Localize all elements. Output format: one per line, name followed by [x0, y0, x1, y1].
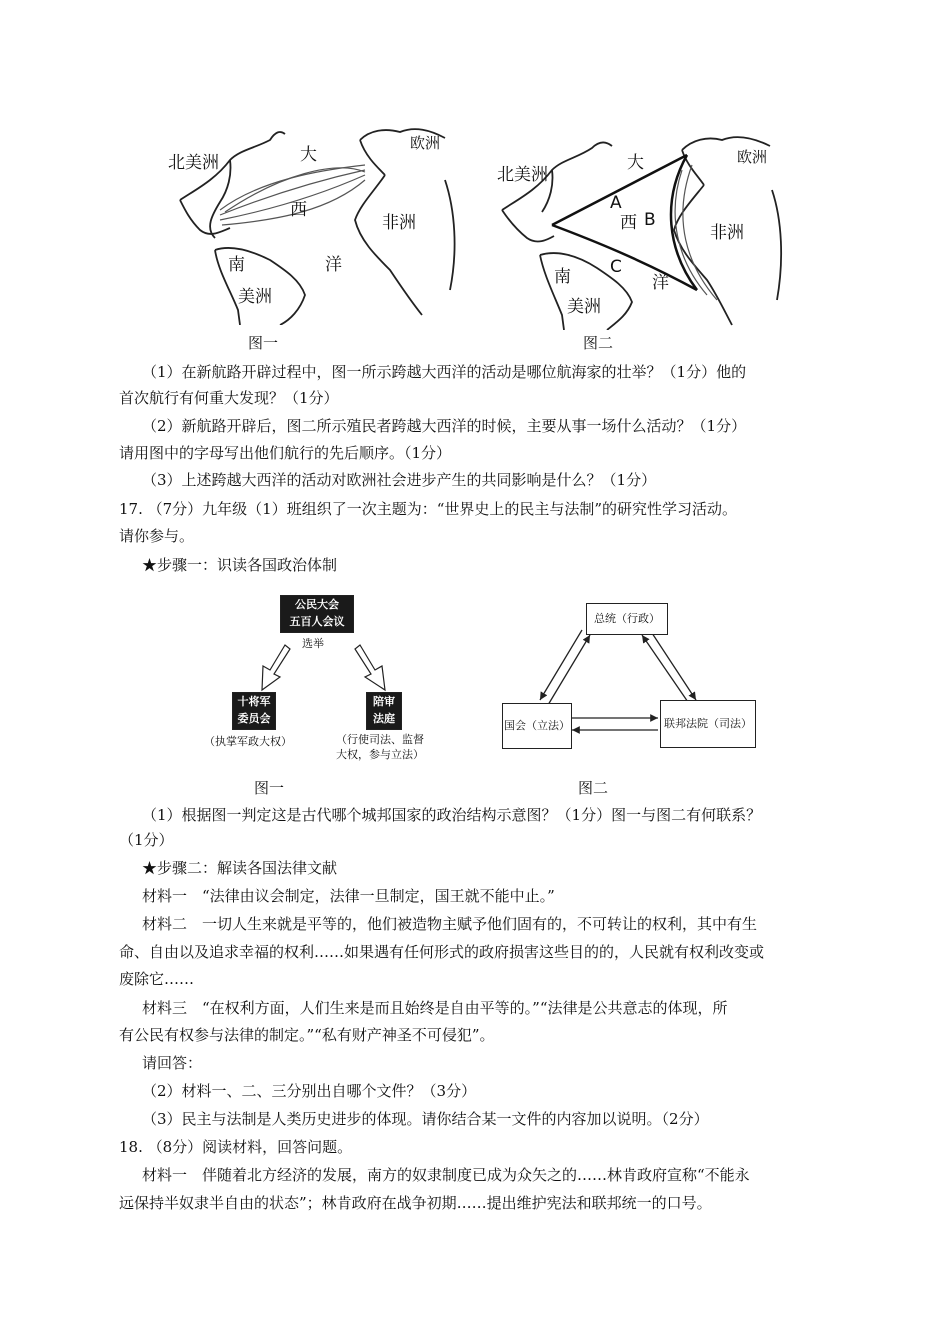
q17-material2-line3: 废除它…… — [119, 970, 195, 988]
q17-ask: 请回答： — [142, 1054, 203, 1072]
diagram2-court-box: 联邦法院（司法） — [660, 700, 756, 748]
map-caption-2: 图二 — [583, 334, 614, 352]
diagram1-court-note — [336, 732, 424, 762]
diagram1-court-note-line2: 大权，参与立法） — [336, 748, 424, 761]
q17-step1: ★步骤一：识读各国政治体制 — [142, 556, 338, 574]
diagram1-court-note-line1: （行使司法、监督 — [336, 733, 424, 746]
q18-material1-line1: 材料一 伴随着北方经济的发展，南方的奴隶制度已成为众矢之的……林肯政府宣称“不能永 — [142, 1166, 750, 1184]
q16-part3: （3）上述跨越大西洋的活动对欧洲社会进步产生的共同影响是什么？（1分） — [142, 471, 657, 489]
caribbean-coast — [502, 210, 554, 242]
q17-question3: （3）民主与法制是人类历史进步的体现。请你结合某一文件的内容加以说明。（2分） — [142, 1110, 709, 1128]
q17-question1-line2: （1分） — [119, 831, 174, 849]
map-figure-2 — [492, 130, 792, 330]
label-route-b: B — [644, 210, 656, 230]
label-south: 南 — [554, 267, 571, 287]
label-africa: 非洲 — [710, 223, 744, 243]
q17-material2-line2: 命、自由以及追求幸福的权利……如果遇有任何形式的政府损害这些目的的，人民就有权利改变或 — [119, 943, 765, 961]
q17-material3-line1: 材料三 “在权利方面，人们生来是而且始终是自由平等的。”“法律是公共意志的体现，所 — [142, 999, 728, 1017]
label-da: 大 — [627, 153, 644, 173]
label-africa: 非洲 — [382, 213, 416, 233]
label-america: 美洲 — [238, 287, 272, 307]
q17-intro-line1: 17. （7分）九年级（1）班组织了一次主题为：“世界史上的民主与法制”的研究性学习活动。 — [119, 500, 738, 518]
left-arrow — [262, 645, 290, 690]
q16-part2-line1: （2）新航路开辟后，图二所示殖民者跨越大西洋的时候，主要从事一场什么活动？（1分） — [142, 417, 747, 435]
label-yang: 洋 — [652, 273, 669, 293]
diagram1-generals-note: （执掌军政大权） — [204, 735, 292, 748]
label-xi: 西 — [290, 200, 307, 220]
label-south: 南 — [228, 255, 245, 275]
diagram1-caption: 图一 — [254, 779, 285, 797]
right-arrow — [355, 645, 385, 690]
diagram1-court-line2: 法庭 — [373, 712, 395, 725]
diagram1-assembly-line2: 五百人会议 — [289, 615, 345, 628]
q17-question2: （2）材料一、二、三分别出自哪个文件？（3分） — [142, 1082, 477, 1100]
q17-material2-line1: 材料二 一切人生来就是平等的，他们被造物主赋予他们固有的，不可转让的权利，其中有生 — [142, 915, 758, 933]
label-america: 美洲 — [567, 297, 601, 317]
q17-step2: ★步骤二：解读各国法律文献 — [142, 859, 338, 877]
diagram2-congress-box: 国会（立法） — [502, 703, 572, 749]
label-europe: 欧洲 — [410, 134, 441, 152]
q17-material3-line2: 有公民有权参与法律的制定。”“私有财产神圣不可侵犯”。 — [119, 1026, 495, 1044]
diagram1-generals-line2: 委员会 — [237, 712, 271, 725]
diagram1-generals-box — [232, 692, 276, 730]
diagram1-assembly-box — [280, 595, 354, 633]
label-north-america: 北美洲 — [168, 153, 219, 173]
q16-part2-line2: 请用图中的字母写出他们航行的先后顺序。（1分） — [119, 444, 452, 462]
diagram1-assembly-line1: 公民大会 — [295, 598, 339, 611]
label-route-c: C — [610, 257, 622, 277]
label-route-a: A — [610, 193, 622, 213]
diagram2-caption: 图二 — [578, 779, 609, 797]
map-caption-1: 图一 — [248, 334, 279, 352]
diagram1-court-line1: 陪审 — [373, 695, 395, 708]
diagram1-elect-label: 选举 — [302, 637, 324, 650]
label-xi: 西 — [620, 213, 637, 233]
q18-material1-line2: 远保持半奴隶半自由的状态”；林肯政府在战争初期……提出维护宪法和联邦统一的口号。 — [119, 1194, 712, 1212]
label-north-america: 北美洲 — [497, 165, 548, 185]
q16-part1-line1: （1）在新航路开辟过程中，图一所示跨越大西洋的活动是哪位航海家的壮举？（1分）他的 — [142, 363, 747, 381]
q17-intro-line2: 请你参与。 — [119, 527, 195, 545]
q18-intro: 18. （8分）阅读材料，回答问题。 — [119, 1138, 353, 1156]
diagram1-arrows — [230, 640, 420, 700]
diagram1-generals-line1: 十将军 — [237, 695, 271, 708]
label-europe: 欧洲 — [737, 148, 768, 166]
diagram2-president-box: 总统（行政） — [586, 603, 668, 635]
label-yang: 洋 — [325, 255, 342, 275]
diagram1-court-box — [366, 692, 402, 730]
q17-question1-line1: （1）根据图一判定这是古代哪个城邦国家的政治结构示意图？（1分）图一与图二有何联系？ — [142, 806, 762, 824]
label-da: 大 — [300, 145, 317, 165]
q16-part1-line2: 首次航行有何重大发现？（1分） — [119, 389, 339, 407]
map-figure-1 — [160, 120, 460, 325]
q17-material1: 材料一 “法律由议会制定，法律一旦制定，国王就不能中止。” — [142, 887, 555, 905]
caribbean-coast — [180, 200, 230, 234]
africa-coast — [355, 175, 455, 315]
